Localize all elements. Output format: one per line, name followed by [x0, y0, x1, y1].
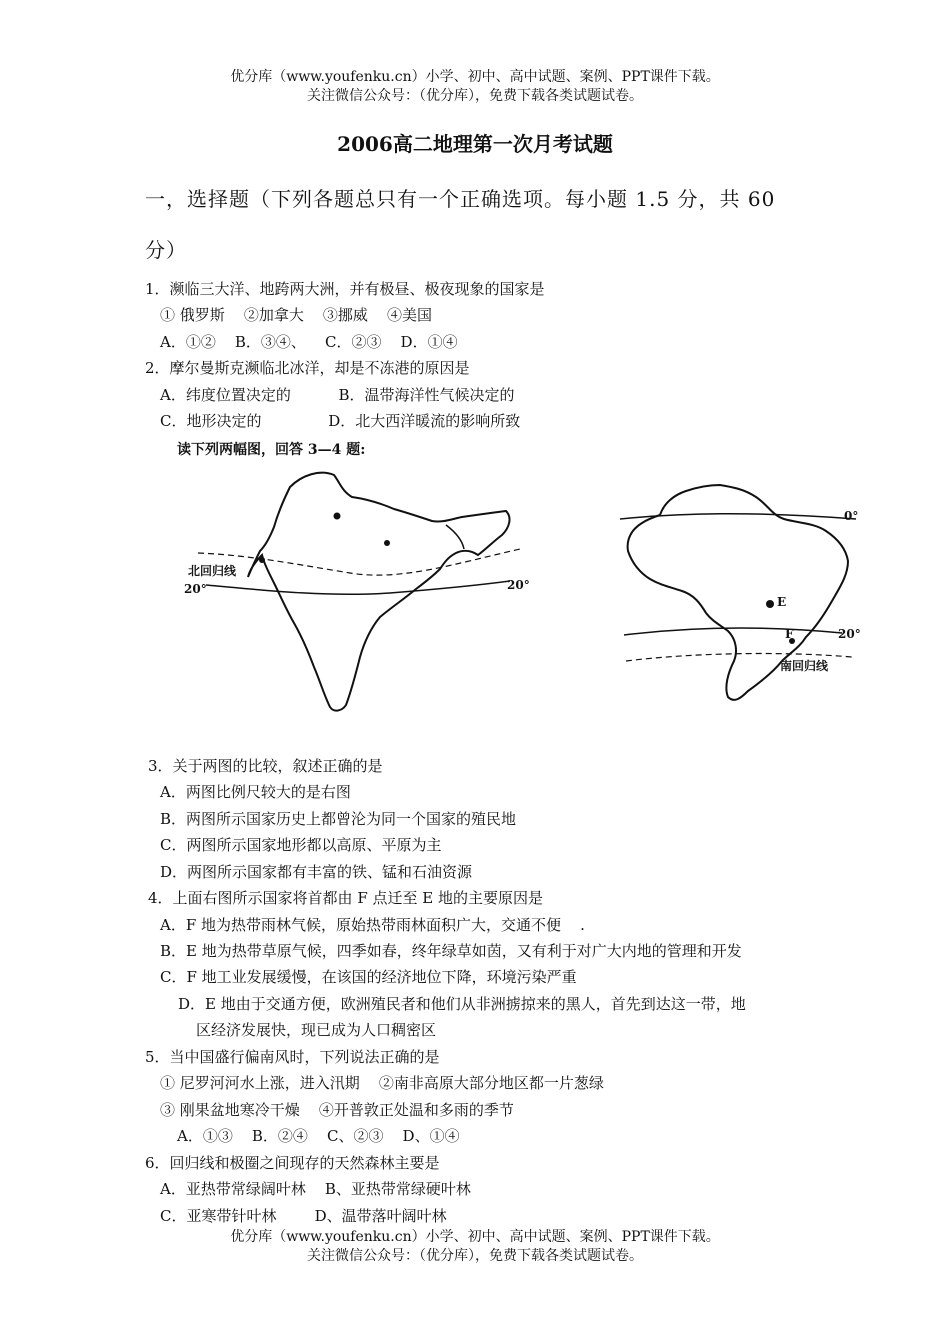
- q5-items-2: ③ 刚果盆地寒冷干燥 ④开普敦正处温和多雨的季节: [160, 1101, 514, 1119]
- q6-options-ab: A．亚热带常绿阔叶林 B、亚热带常绿硬叶林: [160, 1180, 471, 1198]
- header-line-1: 优分库（www.youfenku.cn）小学、初中、高中试题、案例、PPT课件下载。: [230, 69, 720, 85]
- tropic-of-cancer-label: 北回归线: [188, 564, 237, 578]
- q2-stem: 2．摩尔曼斯克濒临北冰洋，却是不冻港的原因是: [145, 359, 470, 377]
- brazil-map: [620, 475, 860, 710]
- equator-label: 0°: [844, 509, 859, 523]
- q2-options-ab: A．纬度位置决定的 B．温带海洋性气候决定的: [160, 386, 515, 404]
- q1-options: A．①② B．③④、 C．②③ D．①④: [160, 333, 458, 351]
- map-intro: 读下列两幅图，回答 3—4 题:: [177, 442, 366, 458]
- q3-option-a: A．两图比例尺较大的是右图: [160, 783, 351, 801]
- section-heading-line-2: 分）: [145, 238, 187, 262]
- q4-option-d-line-2: 区经济发展快，现已成为人口稠密区: [196, 1021, 437, 1039]
- q1-items: ① 俄罗斯 ②加拿大 ③挪威 ④美国: [160, 306, 432, 324]
- header-line-2: 关注微信公众号：（优分库），免费下载各类试题试卷。: [307, 88, 643, 104]
- q4-stem: 4．上面右图所示国家将首都由 F 点迁至 E 地的主要原因是: [148, 889, 543, 907]
- q5-stem: 5．当中国盛行偏南风时，下列说法正确的是: [145, 1048, 440, 1066]
- q4-option-a: A．F 地为热带雨林气候，原始热带雨林面积广大，交通不便 .: [160, 916, 585, 934]
- q6-stem: 6．回归线和极圈之间现存的天然森林主要是: [145, 1154, 440, 1172]
- q4-option-b: B．E 地为热带草原气候，四季如春，终年绿草如茵，又有利于对广大内地的管理和开发: [160, 942, 742, 960]
- section-heading-line-1: 一，选择题（下列各题总只有一个正确选项。每小题 1.5 分，共 60: [145, 187, 776, 211]
- q5-options: A．①③ B．②④ C、②③ D、①④: [177, 1127, 460, 1145]
- q2-options-cd: C．地形决定的 D．北大西洋暖流的影响所致: [160, 412, 521, 430]
- point-f-label: F: [785, 627, 794, 641]
- point-e-label: E: [777, 595, 787, 609]
- footer-line-2: 关注微信公众号：（优分库），免费下载各类试题试卷。: [307, 1248, 643, 1264]
- page-title: 2006高二地理第一次月考试题: [337, 132, 613, 156]
- tropic-of-capricorn-label: 南回归线: [780, 659, 829, 673]
- q4-option-c: C．F 地工业发展缓慢，在该国的经济地位下降，环境污染严重: [160, 968, 577, 986]
- footer-line-1: 优分库（www.youfenku.cn）小学、初中、高中试题、案例、PPT课件下载。: [230, 1229, 720, 1245]
- q6-options-cd: C．亚寒带针叶林 D、温带落叶阔叶林: [160, 1207, 447, 1225]
- brazil-latitude-label: 20°: [838, 627, 861, 641]
- india-latitude-left: 20°: [184, 582, 207, 596]
- q5-items-1: ① 尼罗河河水上涨，进入汛期 ②南非高原大部分地区都一片葱绿: [160, 1074, 604, 1092]
- india-map: [180, 465, 540, 725]
- q3-stem: 3．关于两图的比较，叙述正确的是: [148, 757, 383, 775]
- q3-option-d: D．两图所示国家都有丰富的铁、锰和石油资源: [160, 863, 473, 881]
- q1-stem: 1．濒临三大洋、地跨两大洲，并有极昼、极夜现象的国家是: [145, 280, 545, 298]
- q4-option-d-line-1: D．E 地由于交通方便，欧洲殖民者和他们从非洲掳掠来的黑人，首先到达这一带，地: [178, 995, 746, 1013]
- q3-option-c: C．两图所示国家地形都以高原、平原为主: [160, 836, 442, 854]
- q3-option-b: B．两图所示国家历史上都曾沦为同一个国家的殖民地: [160, 810, 517, 828]
- india-latitude-right: 20°: [507, 578, 530, 592]
